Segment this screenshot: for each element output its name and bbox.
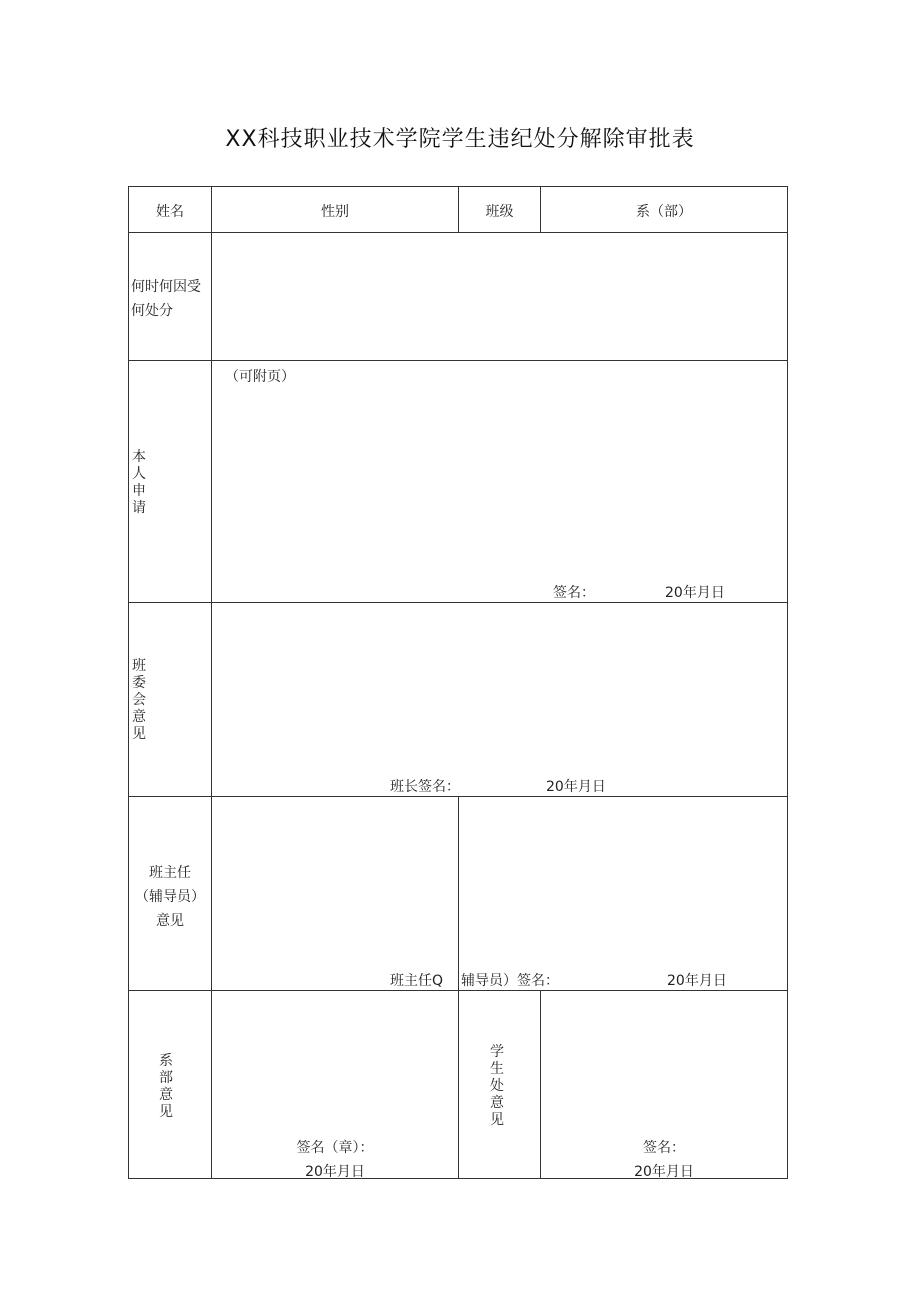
student-office-date: 20年月日 [634, 1164, 694, 1180]
class-committee-label: 班委会意见 [132, 658, 146, 742]
row-divider [129, 360, 787, 361]
student-office-input-area[interactable] [542, 992, 785, 1127]
student-office-signature-label: 签名： [643, 1140, 685, 1156]
applicant-signature-label: 签名： [553, 585, 595, 601]
department-opinion-input-area[interactable] [213, 992, 457, 1127]
application-label: 本人申请 [132, 449, 146, 516]
head-teacher-date: 20年月日 [667, 973, 727, 989]
class-committee-input-area[interactable] [213, 604, 785, 769]
name-label: 姓名 [156, 204, 184, 220]
violation-label-line1: 何时何因受 [131, 279, 201, 295]
attachment-note: （可附页） [225, 369, 295, 385]
head-teacher-label-line1: 班主任 [149, 865, 191, 881]
column-divider [458, 990, 459, 1178]
head-teacher-input-area[interactable] [213, 798, 785, 963]
violation-input-area[interactable] [213, 234, 785, 359]
class-label: 班级 [485, 204, 514, 220]
head-teacher-label-line3: 意见 [156, 913, 184, 929]
head-teacher-signature-right: 辅导员）签名： [461, 973, 559, 989]
applicant-date: 20年月日 [665, 585, 725, 601]
form-title: XX科技职业技术学院学生违纪处分解除审批表 [225, 127, 695, 152]
row-divider [129, 602, 787, 603]
gender-label: 性别 [321, 204, 349, 220]
violation-label-line2: 何处分 [131, 303, 173, 319]
department-opinion-label: 系部意见 [159, 1053, 173, 1120]
department-signature-label: 签名（章）： [296, 1140, 374, 1156]
department-date: 20年月日 [305, 1164, 365, 1180]
student-office-label: 学生处意见 [490, 1044, 504, 1128]
monitor-date: 20年月日 [546, 779, 606, 795]
monitor-signature-label: 班长签名： [390, 779, 460, 795]
head-teacher-signature-left: 班主任Q [390, 973, 444, 989]
label-column-divider [211, 187, 212, 1178]
application-input-area[interactable] [213, 387, 785, 577]
head-teacher-label-line2: （辅导员） [135, 889, 205, 905]
department-label: 系（部） [636, 204, 692, 220]
approval-form-table [128, 186, 788, 1179]
row-divider [129, 232, 787, 233]
